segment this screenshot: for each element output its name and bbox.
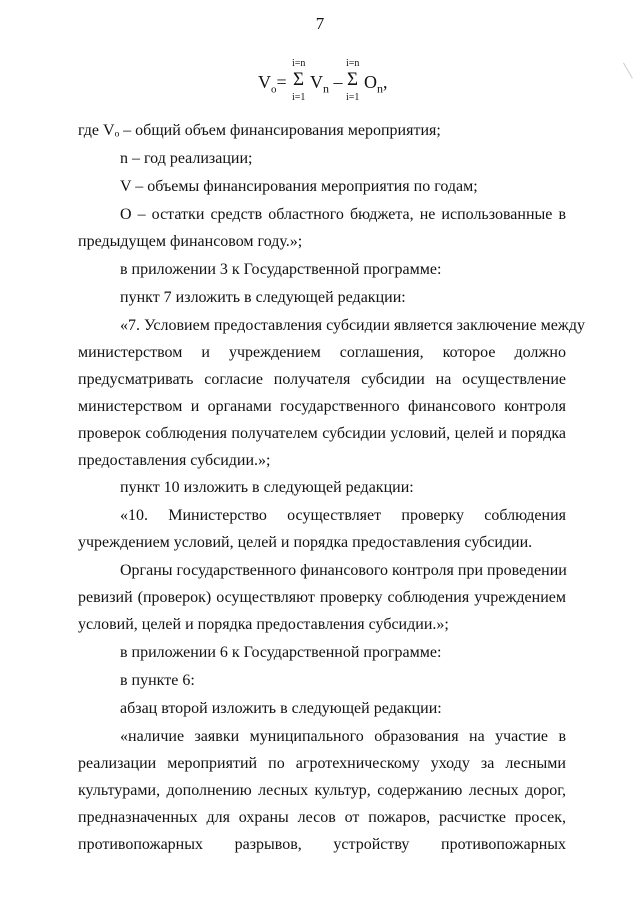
item10-text-line: учреждением условий, целей и порядка предоставления субсидии. <box>78 534 533 551</box>
paragraph2-text-line: «наличие заявки муниципального образования на участие в <box>120 728 566 745</box>
item7-text-line: «7. Условием предоставления субсидии является заключение между <box>120 317 585 334</box>
item10-text-line: ревизий (проверок) осуществляют проверку соблюдения учреждением <box>78 589 566 606</box>
sum2-sigma: Σ <box>347 69 359 90</box>
item7-heading: пункт 7 изложить в следующей редакции: <box>120 289 406 306</box>
financing-formula <box>244 56 414 106</box>
definition-v: V – объемы финансирования мероприятия по годам; <box>120 178 478 195</box>
sum1-lower-limit: i=1 <box>292 92 306 103</box>
paragraph2-text-line: реализации мероприятий по агротехническому уходу за лесными <box>78 755 566 772</box>
item10-text-line: «10. Министерство осуществляет проверку соблюдения <box>120 507 566 524</box>
sum2-upper-limit: i=n <box>346 58 360 69</box>
formula-term2: $O_n$, <box>364 72 388 96</box>
sum2-lower-limit: i=1 <box>346 92 360 103</box>
definition-o-cont: предыдущем финансовом году.»; <box>78 233 303 250</box>
item10-text-line: Органы государственного финансового контроля при проведении <box>120 562 567 579</box>
item7-text-line: проверок соблюдения получателем субсидии условий, целей и порядка <box>78 425 566 442</box>
definition-n: n – год реализации; <box>120 150 253 167</box>
paragraph2-text-line: противопожарных разрывов, устройству противопожарных <box>78 836 566 853</box>
point6-heading: в пункте 6: <box>120 672 195 689</box>
paragraph2-text-line: культурами, дополнению лесных культур, содержанию лесных дорог, <box>78 782 566 799</box>
definition-v0: где Vₒ – общий объем финансирования мероприятия; <box>78 122 441 139</box>
scan-artifact <box>623 59 638 78</box>
formula-term1: $V_n$ – <box>310 72 343 96</box>
appendix3-heading: в приложении 3 к Государственной программе: <box>120 261 442 278</box>
item7-text-line: министерством и учреждением соглашения, которое должно <box>78 344 566 361</box>
page-number: 7 <box>315 14 325 33</box>
appendix6-heading: в приложении 6 к Государственной программе: <box>120 644 442 661</box>
definition-o: O – остатки средств областного бюджета, не использованные в <box>120 206 566 223</box>
paragraph2-text-line: предназначенных для охраны лесов от пожаров, расчистке просек, <box>78 809 566 826</box>
sum1-upper-limit: i=n <box>292 58 306 69</box>
paragraph2-heading: абзац второй изложить в следующей редакции: <box>120 700 442 717</box>
item7-text-line: предусматривать согласие получателя субсидии на осуществление <box>78 371 566 388</box>
sum1-sigma: Σ <box>293 69 305 90</box>
item7-text-line: предоставления субсидии.»; <box>78 452 271 469</box>
item10-text-line: условий, целей и порядка предоставления субсидии.»; <box>78 616 449 633</box>
item10-heading: пункт 10 изложить в следующей редакции: <box>120 479 414 496</box>
item7-text-line: министерством и органами государственного финансового контроля <box>78 398 566 415</box>
formula-lhs: $V_o=$ <box>258 72 287 96</box>
